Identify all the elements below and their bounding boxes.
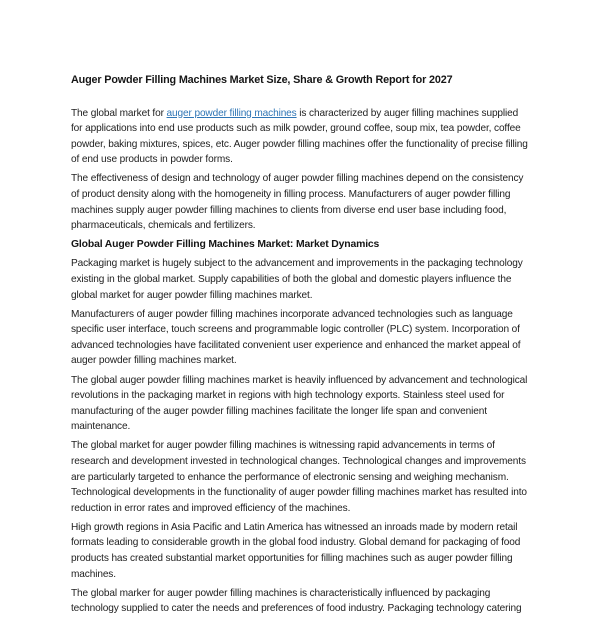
paragraph-packaging-market: Packaging market is hugely subject to the advancement and improvements in the packaging technology existing in the global market. Supply capabilities of both the global and domestic players influence the global market for auger powder filling machines market.	[71, 258, 523, 301]
paragraph-rapid-advancements: The global market for auger powder filling machines is witnessing rapid advancements in terms of research and development invested in technological changes. Technological changes and improvements are particularly targeted to enhance the performance of electronic sensing and weighing mechanism. Technological developments in the functionality of auger powder filling machines market has resulted into reduction in error rates and improved efficiency of the machines.	[71, 440, 527, 514]
paragraph-technological-revolutions: The global auger powder filling machines market is heavily influenced by advancement and technological revolutions in the packaging market in regions with high technology exports. Stainless steel used for manufacturing of the auger powder filling machines facilitate the longer life span and convenient maintenance.	[71, 374, 528, 433]
intro-text-after-link: is characterized by auger filling machines supplied for applications into end use products such as milk powder, ground coffee, soup mix, tea powder, coffee powder, baking mixtures, spices, etc. Auger powder filling machines offer the functionality of precise filling of end use products in powder forms.	[71, 107, 528, 166]
intro-text-before-link: The global market for	[71, 107, 167, 119]
document-page	[71, 73, 530, 620]
section-heading-market-dynamics: Global Auger Powder Filling Machines Market: Market Dynamics	[71, 239, 380, 251]
intro-paragraph	[71, 106, 530, 168]
paragraph-packaging-technology-clipped: The global marker for auger powder filling machines is characteristically influenced by packaging technology supplied to cater the needs and preferences of food industry. Packaging technology catering	[71, 587, 522, 615]
paragraph-effectiveness: The effectiveness of design and technology of auger powder filling machines depend on the consistency of product density along with the homogeneity in filling process. Manufacturers of auger powder filling machines supply auger powder filling machines to clients from diverse end user base including food, pharmaceuticals, chemicals and fertilizers.	[71, 173, 524, 232]
document-title: Auger Powder Filling Machines Market Size, Share & Growth Report for 2027	[71, 74, 453, 86]
auger-powder-filling-machines-link[interactable]: auger powder filling machines	[166, 107, 297, 119]
paragraph-high-growth-regions: High growth regions in Asia Pacific and Latin America has witnessed an inroads made by modern retail formats leading to considerable growth in the global food industry. Global demand for packaging of food products has created substantial market opportunities for filling machines such as auger powder filling machines.	[71, 521, 521, 580]
paragraph-manufacturers-technologies: Manufacturers of auger powder filling machines incorporate advanced technologies such as language specific user interface, touch screens and programmable logic controller (PLC) system. Incorporation of advanced technologies have facilitated convenient user experience and enhanced the market appeal of auger powder filling machines market.	[71, 308, 521, 367]
